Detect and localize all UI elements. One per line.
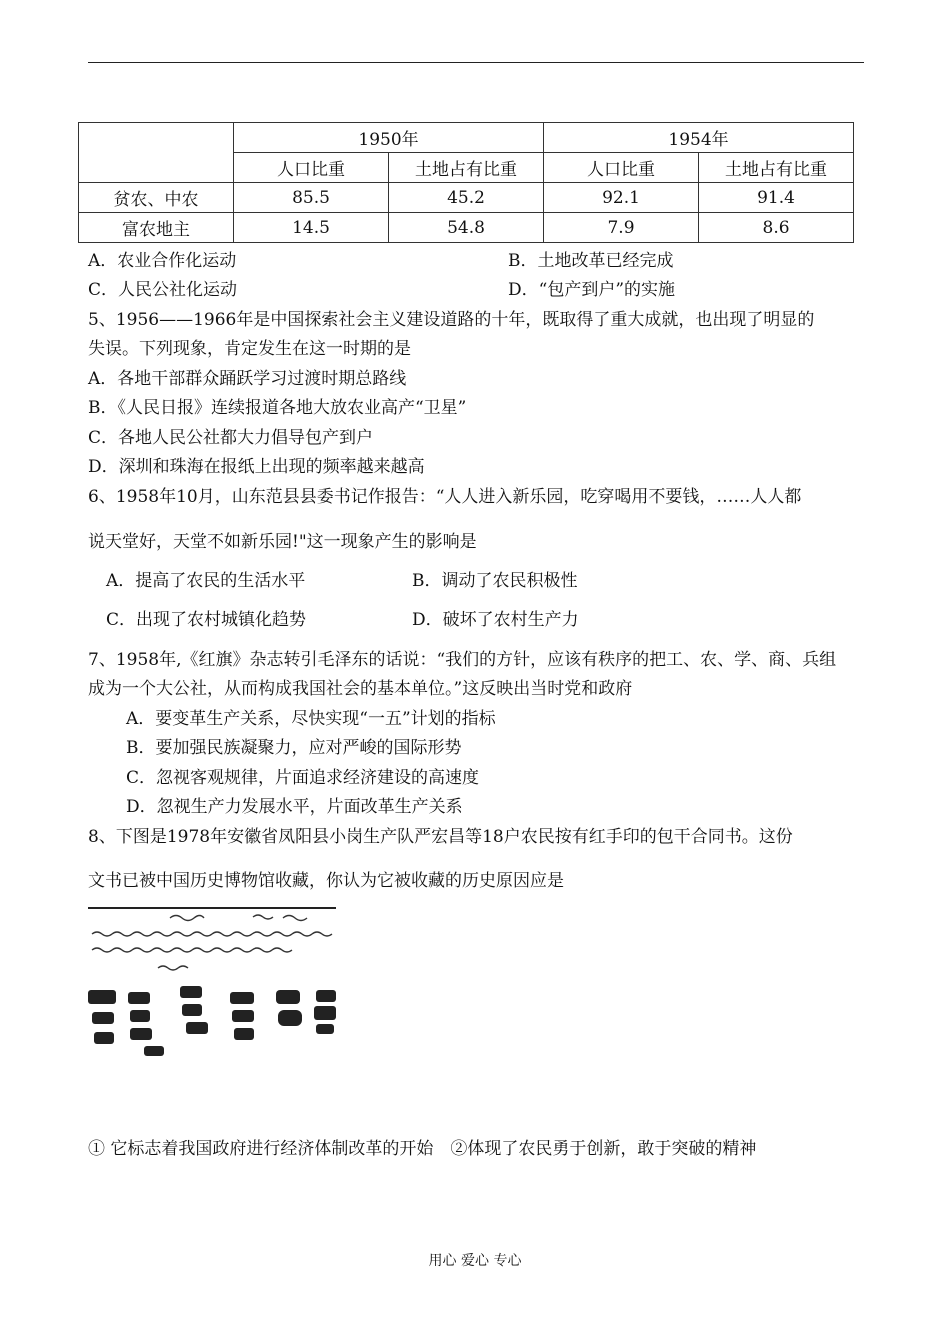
page-footer: 用心 爱心 专心 <box>428 1253 522 1269</box>
q4-option-d: D．“包产到户”的实施 <box>508 280 676 300</box>
q6-option-d: D．破坏了农村生产力 <box>412 610 579 630</box>
q5-option-b: B．《人民日报》连续报道各地大放农业高产“卫星” <box>88 398 467 418</box>
q5-option-d: D．深圳和珠海在报纸上出现的频率越来越高 <box>88 457 425 477</box>
q6-option-a: A．提高了农民的生活水平 <box>106 571 306 591</box>
q7-stem-line2: 成为一个大公社，从而构成我国社会的基本单位。”这反映出当时党和政府 <box>88 679 633 699</box>
red-fingerprint-seals <box>88 986 336 1056</box>
q7-option-c: C．忽视客观规律，片面追求经济建设的高速度 <box>126 768 480 788</box>
subheader-cell: 人口比重 <box>544 153 699 183</box>
q5-option-a: A．各地干部群众踊跃学习过渡时期总路线 <box>88 369 407 389</box>
header-rule <box>88 62 864 63</box>
table-row <box>79 183 854 213</box>
row-label: 贫农、中农 <box>79 183 234 213</box>
header-1954: 1954年 <box>544 123 854 153</box>
table-cell: 85.5 <box>234 183 389 213</box>
table-corner-cell <box>79 123 234 183</box>
subheader-cell: 土地占有比重 <box>389 153 544 183</box>
row-label: 富农地主 <box>79 213 234 243</box>
q7-stem-line1: 7、1958年,《红旗》杂志转引毛泽东的话说：“我们的方针，应该有秩序的把工、农、学、商、兵组 <box>88 650 837 670</box>
subheader-cell: 人口比重 <box>234 153 389 183</box>
table-cell: 45.2 <box>389 183 544 213</box>
table-cell: 92.1 <box>544 183 699 213</box>
land-ratio-table <box>78 122 854 243</box>
q4-option-a: A．农业合作化运动 <box>88 251 237 271</box>
q8-stem-line2: 文书已被中国历史博物馆收藏，你认为它被收藏的历史原因应是 <box>88 871 564 891</box>
table-cell: 54.8 <box>389 213 544 243</box>
q5-stem-line2: 失误。下列现象，肯定发生在这一时期的是 <box>88 339 411 359</box>
q4-option-b: B．土地改革已经完成 <box>508 251 674 271</box>
q7-option-d: D．忽视生产力发展水平，片面改革生产关系 <box>126 797 463 817</box>
q7-option-b: B．要加强民族凝聚力，应对严峻的国际形势 <box>126 738 462 758</box>
subheader-cell: 土地占有比重 <box>699 153 854 183</box>
handwriting-scribbles <box>92 915 332 970</box>
q6-option-b: B．调动了农民积极性 <box>412 571 578 591</box>
q7-option-a: A．要变革生产关系，尽快实现“一五”计划的指标 <box>126 709 496 729</box>
q5-stem-line1: 5、1956——1966年是中国探索社会主义建设道路的十年，既取得了重大成就，也出现了明显的 <box>88 310 815 330</box>
table-cell: 8.6 <box>699 213 854 243</box>
q8-stem-line1: 8、下图是1978年安徽省凤阳县小岗生产队严宏昌等18户农民按有红手印的包干合同书。这份 <box>88 827 793 847</box>
q8-statements: ① 它标志着我国政府进行经济体制改革的开始 ②体现了农民勇于创新，敢于突破的精神 <box>88 1139 757 1159</box>
table-header-row <box>79 123 854 153</box>
table-cell: 7.9 <box>544 213 699 243</box>
q6-option-c: C．出现了农村城镇化趋势 <box>106 610 307 630</box>
contract-document-image <box>88 906 336 1058</box>
q6-stem-line1: 6、1958年10月，山东范县县委书记作报告：“人人进入新乐园，吃穿喝用不要钱，……人人都 <box>88 487 802 507</box>
table-cell: 91.4 <box>699 183 854 213</box>
q6-stem-line2: 说天堂好，天堂不如新乐园!"这一现象产生的影响是 <box>88 532 477 552</box>
q5-option-c: C．各地人民公社都大力倡导包产到户 <box>88 428 374 448</box>
table-row <box>79 213 854 243</box>
table-cell: 14.5 <box>234 213 389 243</box>
q4-option-c: C．人民公社化运动 <box>88 280 238 300</box>
header-1950: 1950年 <box>234 123 544 153</box>
